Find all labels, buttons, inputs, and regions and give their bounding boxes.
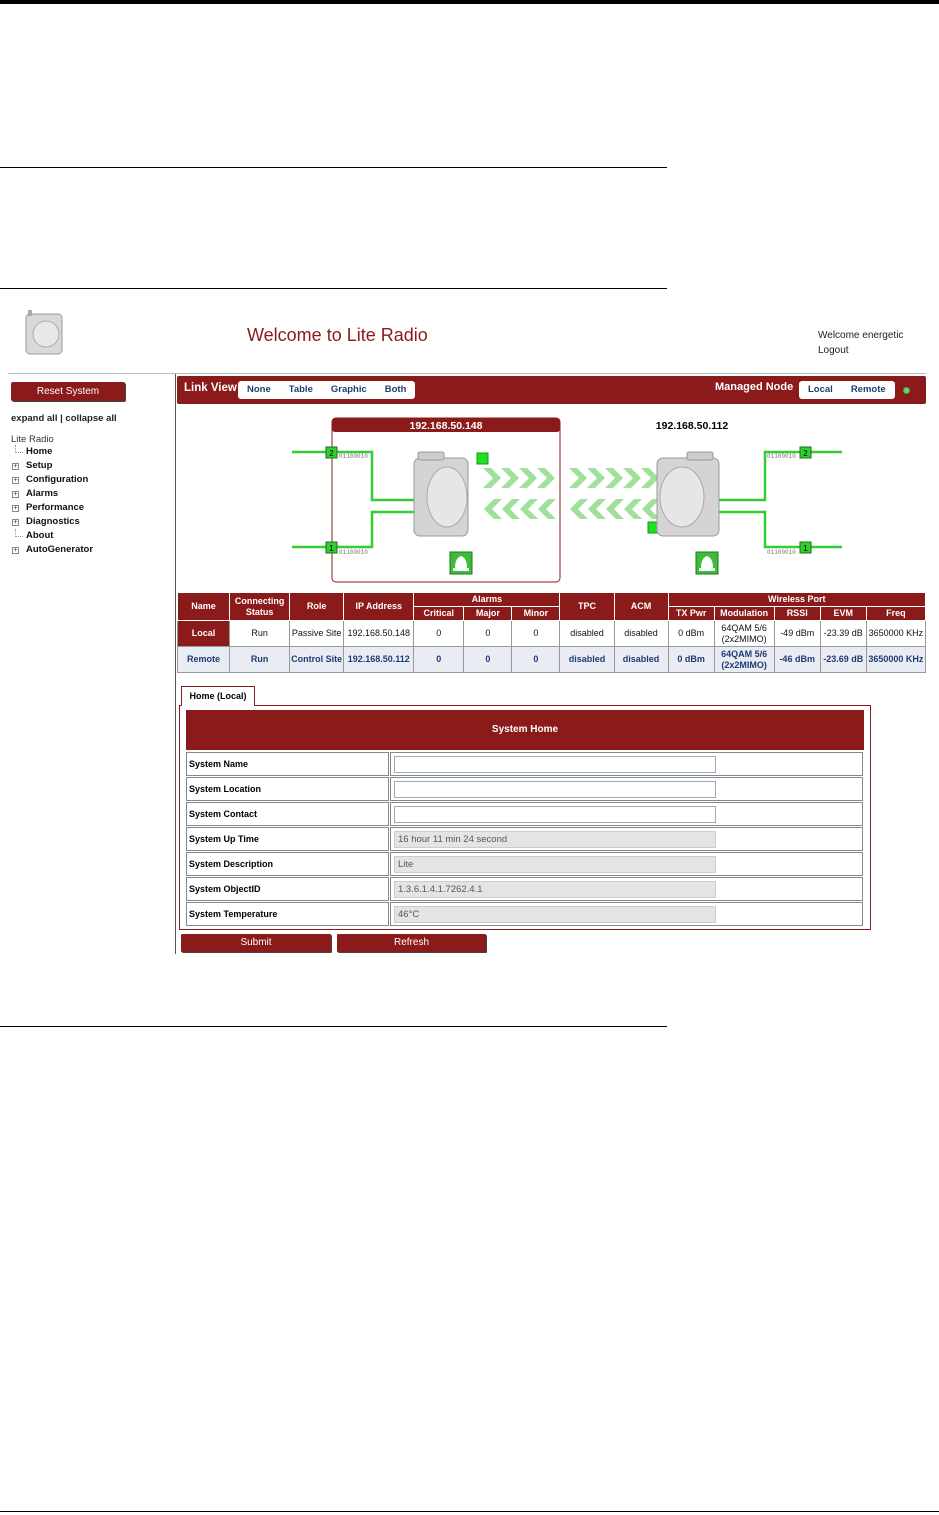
- cell-freq: 3650000 KHz: [866, 621, 925, 647]
- form-row-system-contact: [186, 802, 863, 826]
- cell-role: Control Site: [290, 647, 344, 673]
- cell-name[interactable]: Local: [178, 621, 230, 647]
- header-divider: [8, 373, 926, 374]
- radio-logo-icon: [22, 310, 66, 358]
- cell-minor: 0: [512, 621, 560, 647]
- col-critical: Critical: [414, 607, 464, 621]
- panel-title: System Home: [186, 710, 864, 750]
- remote-port-1-label: 1: [803, 544, 808, 553]
- sidebar-item-performance[interactable]: [11, 501, 93, 515]
- cell-ip: 192.168.50.112: [344, 647, 414, 673]
- sidebar-item-label: Setup: [26, 460, 53, 471]
- col-major: Major: [464, 607, 512, 621]
- sidebar-item-about[interactable]: [11, 529, 93, 543]
- page-title: Welcome to Lite Radio: [247, 325, 428, 345]
- field-label: System Location: [186, 777, 389, 801]
- cell-tx-pwr: 0 dBm: [668, 647, 714, 673]
- view-option-both[interactable]: Both: [384, 384, 407, 395]
- sidebar-divider: [175, 374, 176, 954]
- link-view-label: Link View: [184, 382, 237, 394]
- divider-line: [0, 167, 667, 168]
- local-port-2-label: 2: [329, 449, 334, 458]
- divider-line: [0, 1511, 939, 1512]
- system-description-input: [394, 856, 716, 873]
- local-radio-icon: [414, 452, 468, 536]
- sidebar-item-label: Configuration: [26, 474, 89, 485]
- view-option-table[interactable]: Table: [288, 384, 313, 395]
- reset-system-button[interactable]: Reset System: [11, 382, 125, 401]
- cell-freq: 3650000 KHz: [866, 647, 925, 673]
- form-row-system-objectid: [186, 877, 863, 901]
- sidebar-item-label: Performance: [26, 502, 85, 513]
- sidebar-item-setup[interactable]: [11, 459, 93, 473]
- cell-status: Run: [230, 647, 290, 673]
- field-label: System Contact: [186, 802, 389, 826]
- remote-port-lines: [719, 452, 842, 547]
- cell-evm: -23.69 dB: [820, 647, 866, 673]
- table-row-local[interactable]: [178, 621, 926, 647]
- col-role: Role: [290, 593, 344, 621]
- col-freq: Freq: [866, 607, 925, 621]
- cell-modulation: 64QAM 5/6 (2x2MIMO): [714, 621, 774, 647]
- user-box: [818, 328, 903, 358]
- page-top-rule: [0, 0, 939, 4]
- view-option-none[interactable]: None: [247, 384, 271, 395]
- field-label: System Temperature: [186, 902, 389, 926]
- remote-port-2-label: 2: [803, 449, 808, 458]
- col-name: Name: [178, 593, 230, 621]
- remote-port-1-code: 01100010: [767, 549, 796, 556]
- cell-tx-pwr: 0 dBm: [668, 621, 714, 647]
- sidebar-item-label: Diagnostics: [26, 516, 80, 527]
- field-value-cell: [390, 752, 863, 776]
- sidebar-item-home[interactable]: [11, 445, 93, 459]
- cell-status: Run: [230, 621, 290, 647]
- remote-ip-label: 192.168.50.112: [655, 420, 729, 432]
- tree-branch-icon: [15, 529, 23, 537]
- field-value-cell: [390, 877, 863, 901]
- collapse-all-link[interactable]: collapse all: [65, 413, 117, 424]
- field-value-cell: [390, 802, 863, 826]
- cell-acm: disabled: [614, 621, 668, 647]
- col-acm: ACM: [614, 593, 668, 621]
- form-row-system-description: [186, 852, 863, 876]
- field-label: System Description: [186, 852, 389, 876]
- col-evm: EVM: [820, 607, 866, 621]
- welcome-user: Welcome energetic: [818, 330, 904, 341]
- status-led-icon: [903, 387, 910, 394]
- field-value-cell: [390, 902, 863, 926]
- expand-plus-icon[interactable]: +: [13, 463, 18, 470]
- table-row-remote[interactable]: [178, 647, 926, 673]
- local-port-2-code: 01100010: [339, 453, 368, 460]
- remote-alarm-bell-icon[interactable]: [696, 552, 718, 574]
- cell-ip: 192.168.50.148: [344, 621, 414, 647]
- link-graphic: [177, 404, 926, 592]
- system-name-input[interactable]: [394, 756, 716, 773]
- system-up-time-input: [394, 831, 716, 848]
- link-status-table: [177, 592, 926, 673]
- cell-evm: -23.39 dB: [820, 621, 866, 647]
- link-view-selector: [238, 381, 415, 399]
- field-label: System ObjectID: [186, 877, 389, 901]
- col-tpc: TPC: [560, 593, 614, 621]
- system-contact-input[interactable]: [394, 806, 716, 823]
- field-value-cell: [390, 777, 863, 801]
- refresh-button[interactable]: Refresh: [337, 934, 486, 952]
- col-rssi: RSSI: [774, 607, 820, 621]
- node-option-remote[interactable]: Remote: [850, 384, 886, 395]
- logout-link[interactable]: Logout: [818, 345, 849, 356]
- sidebar-item-configuration[interactable]: [11, 473, 93, 487]
- cell-rssi: -49 dBm: [774, 621, 820, 647]
- cell-tpc: disabled: [560, 647, 614, 673]
- sidebar-item-label: Alarms: [26, 488, 59, 499]
- form-row-system-location: [186, 777, 863, 801]
- cell-critical: 0: [414, 647, 464, 673]
- sidebar-item-label: About: [26, 530, 54, 541]
- local-port-1-label: 1: [329, 544, 334, 553]
- cell-role: Passive Site: [290, 621, 344, 647]
- cell-rssi: -46 dBm: [774, 647, 820, 673]
- tree-branch-icon: [15, 445, 23, 453]
- cell-critical: 0: [414, 621, 464, 647]
- managed-node-selector: [799, 381, 895, 399]
- remote-radio-icon: [657, 452, 719, 536]
- expand-plus-icon[interactable]: +: [13, 547, 18, 554]
- tab-home-local[interactable]: Home (Local): [181, 686, 255, 706]
- col-connecting-status: Connecting Status: [230, 593, 290, 621]
- expand-collapse-links: [11, 413, 117, 424]
- local-tx-indicator: [477, 453, 488, 464]
- managed-node-label: Managed Node: [715, 381, 794, 393]
- cell-minor: 0: [512, 647, 560, 673]
- cell-name[interactable]: Remote: [178, 647, 230, 673]
- expand-plus-icon[interactable]: +: [13, 505, 18, 512]
- cell-modulation: 64QAM 5/6 (2x2MIMO): [714, 647, 774, 673]
- divider-line: [0, 288, 667, 289]
- form-row-system-up-time: [186, 827, 863, 851]
- local-alarm-bell-icon[interactable]: [450, 552, 472, 574]
- sidebar-item-diagnostics[interactable]: [11, 515, 93, 529]
- separator: |: [57, 413, 66, 424]
- cell-major: 0: [464, 647, 512, 673]
- system-objectid-input: [394, 881, 716, 898]
- col-modulation: Modulation: [714, 607, 774, 621]
- cell-acm: disabled: [614, 647, 668, 673]
- sidebar-item-autogenerator[interactable]: [11, 543, 93, 557]
- view-option-graphic[interactable]: Graphic: [330, 384, 367, 395]
- system-location-input[interactable]: [394, 781, 716, 798]
- form-row-system-name: [186, 752, 863, 776]
- field-label: System Up Time: [186, 827, 389, 851]
- local-port-1-code: 01100010: [339, 549, 368, 556]
- expand-all-link[interactable]: expand all: [11, 413, 58, 424]
- sidebar-item-label: Home: [26, 446, 53, 457]
- remote-port-2-code: 01100010: [767, 453, 796, 460]
- sidebar-item-label: AutoGenerator: [26, 544, 94, 555]
- submit-button[interactable]: Submit: [181, 934, 331, 952]
- col-wireless-port: Wireless Port: [668, 593, 925, 607]
- col-alarms: Alarms: [414, 593, 560, 607]
- node-option-local[interactable]: Local: [808, 384, 833, 395]
- tree-root[interactable]: Lite Radio: [11, 434, 54, 445]
- field-value-cell: [390, 852, 863, 876]
- expand-plus-icon[interactable]: +: [13, 491, 18, 498]
- expand-plus-icon[interactable]: +: [13, 477, 18, 484]
- cell-major: 0: [464, 621, 512, 647]
- form-row-system-temperature: [186, 902, 863, 926]
- expand-plus-icon[interactable]: +: [13, 519, 18, 526]
- cell-tpc: disabled: [560, 621, 614, 647]
- link-view-bar: [177, 376, 926, 404]
- field-label: System Name: [186, 752, 389, 776]
- nav-tree: [11, 434, 93, 557]
- sidebar-item-alarms[interactable]: [11, 487, 93, 501]
- field-value-cell: [390, 827, 863, 851]
- col-minor: Minor: [512, 607, 560, 621]
- divider-line: [0, 1026, 667, 1027]
- col-tx-pwr: TX Pwr: [668, 607, 714, 621]
- col-ip: IP Address: [344, 593, 414, 621]
- local-ip-label: 192.168.50.148: [409, 420, 483, 432]
- system-temperature-input: [394, 906, 716, 923]
